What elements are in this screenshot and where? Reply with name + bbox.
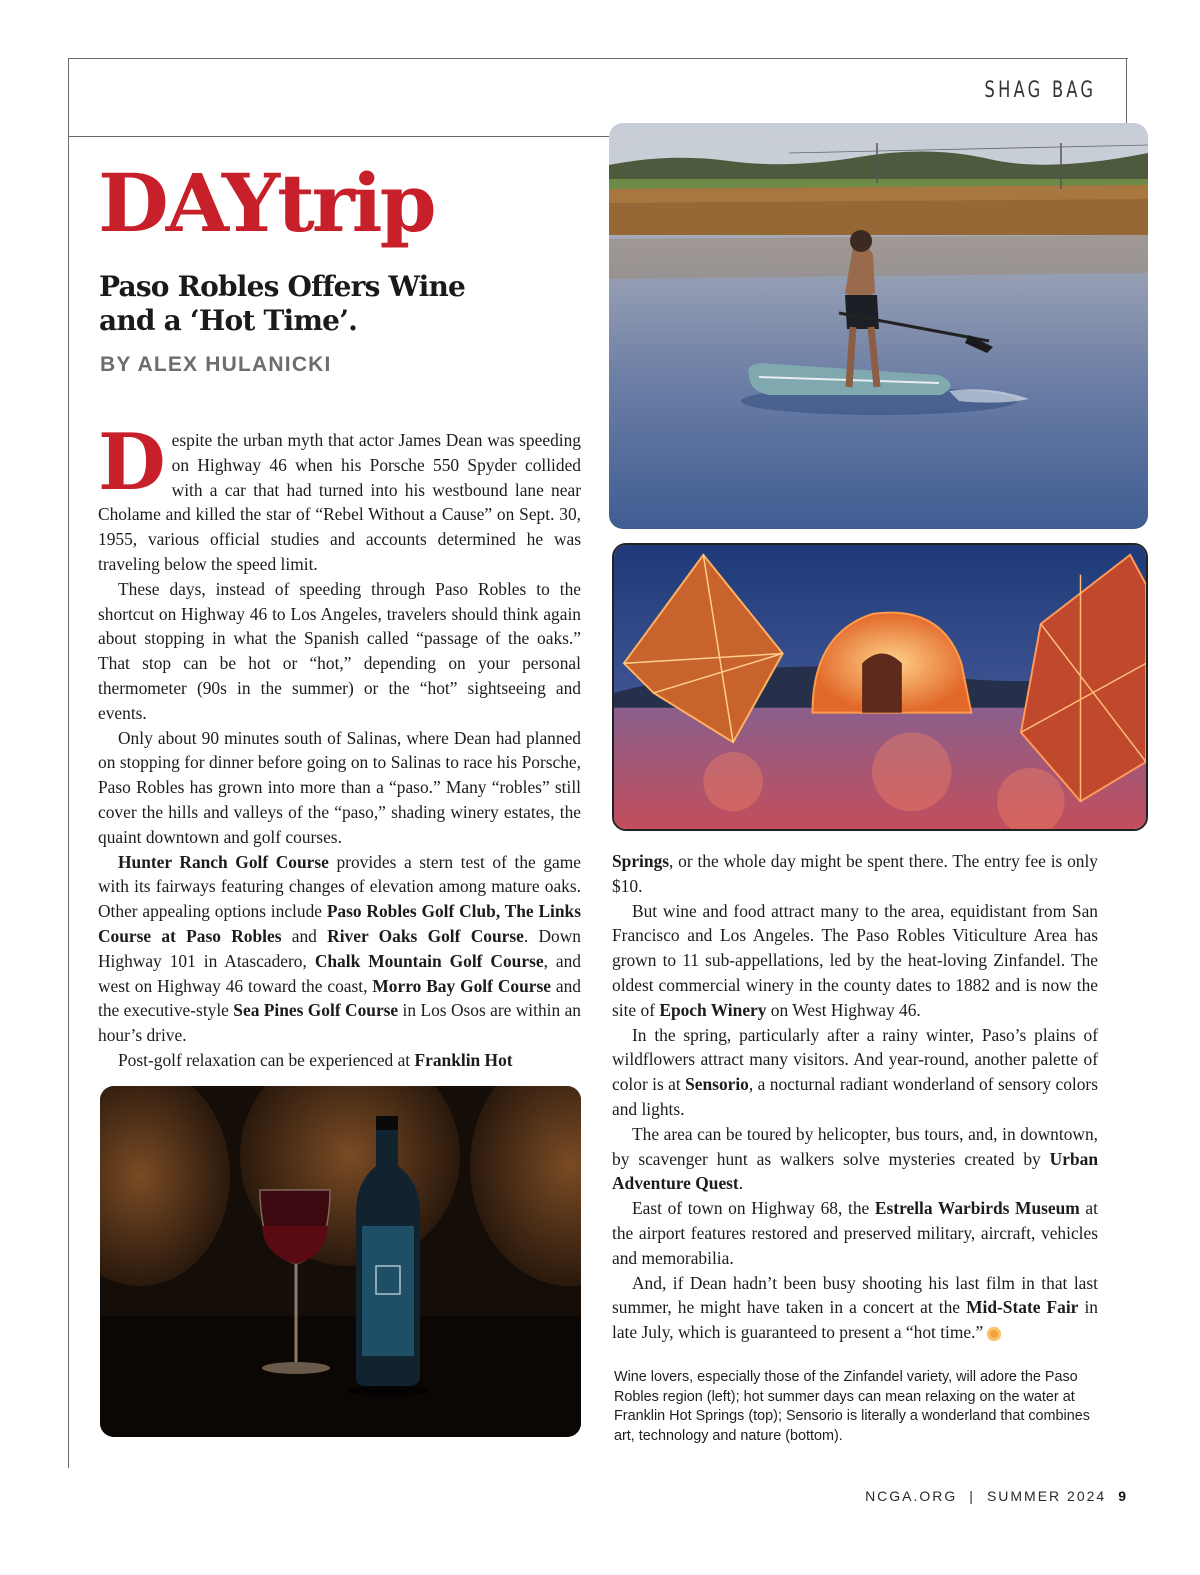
article-subtitle: Paso Robles Offers Wine and a ‘Hot Time’. xyxy=(99,270,466,337)
paddleboard-illustration xyxy=(609,123,1148,529)
text-run: , or the whole day might be spent there. The entry fee is only $10. xyxy=(612,851,1098,896)
sensorio-illustration xyxy=(614,545,1146,829)
course-morro-bay: Morro Bay Golf Course xyxy=(372,975,551,996)
article-column-left xyxy=(98,417,582,1073)
frame-top-rule xyxy=(68,58,1128,59)
text-run: in Los Osos are within an hour’s drive. xyxy=(98,1000,582,1046)
photo-wine-bottle-glass xyxy=(100,1086,581,1437)
text-run: , and west on Highway 46 toward the coast, xyxy=(98,950,581,996)
page-footer xyxy=(865,1488,1128,1504)
sensorio: Sensorio xyxy=(685,1074,749,1095)
text-run: East of town on Highway 68, the xyxy=(632,1198,875,1219)
text-run: on West Highway 46. xyxy=(766,999,921,1020)
article-column-right xyxy=(612,849,1098,1345)
paragraph-8 xyxy=(612,1023,1098,1122)
course-hunter-ranch: Hunter Ranch Golf Course xyxy=(118,851,329,872)
epoch-winery: Epoch Winery xyxy=(659,999,767,1020)
text-run: Post-golf relaxation can be experienced at xyxy=(118,1049,415,1070)
photo-caption: Wine lovers, especially those of the Zinfandel variety, will adore the Paso Robles region (left); hot summer days can mean relaxing on the water at Franklin Hot Springs (top); Sensorio is literally a wonderland that combines art, technology and nature (bottom). xyxy=(614,1369,1090,1444)
text-run: and xyxy=(281,925,328,946)
article-byline: BY ALEX HULANICKI xyxy=(100,353,332,376)
footer-issue: SUMMER 2024 xyxy=(986,1488,1107,1504)
text-run: in late July, which is guaranteed to present a “hot time.” xyxy=(612,1297,1099,1343)
urban-adventure-quest: Urban Adventure Quest xyxy=(612,1148,1098,1194)
text-run: The area can be toured by helicopter, bus tours, and, in downtown, by scavenger hunt as walkers solve mysteries created by xyxy=(612,1123,1098,1169)
wine-illustration xyxy=(100,1086,581,1437)
franklin-hot-springs: Franklin Hot xyxy=(414,1049,513,1070)
text-run: . xyxy=(738,1173,744,1194)
course-chalk-mountain: Chalk Mountain Golf Course xyxy=(314,950,544,971)
frame-title-rule xyxy=(68,136,610,137)
text-run: And, if Dean hadn’t been busy shooting his last film in that last summer, he might have taken in a concert at the xyxy=(612,1272,1098,1318)
text-run: In the spring, particularly after a rainy winter, Paso’s plains of wildflowers attract many visitors. And year-round, another palette of color is at xyxy=(612,1024,1098,1095)
frame-left-rule xyxy=(68,58,69,1468)
mid-state-fair: Mid-State Fair xyxy=(966,1297,1079,1318)
paragraph-7 xyxy=(612,899,1098,1023)
frame-right-rule xyxy=(1126,58,1127,124)
drop-cap: D xyxy=(98,417,166,508)
estrella-warbirds-museum: Estrella Warbirds Museum xyxy=(874,1198,1080,1219)
section-label: SHAG BAG xyxy=(984,78,1096,103)
photo-sensorio-lights xyxy=(612,543,1148,831)
paragraph-1 xyxy=(98,417,581,577)
course-paso-robles: Paso Robles Golf Club, The Links Course at Paso Robles xyxy=(98,901,581,946)
text-run: at the airport features restored and preserved military, aircraft, vehicles and memorabilia. xyxy=(612,1198,1098,1268)
paragraph-11 xyxy=(612,1271,1098,1345)
paragraph-5 xyxy=(98,1048,581,1073)
text-run: and the executive-style xyxy=(98,975,581,1021)
text-run: But wine and food attract many to the area, equidistant from San Francisco and Los Angeles. The Paso Robles Viticulture Area has grown to 11 sub-appellations, led by the heat-loving Zinfandel. The oldest commercial winery in the county dates to 1882 and is now the site of xyxy=(612,900,1098,1020)
footer-site: NCGA.ORG xyxy=(865,1488,958,1504)
course-river-oaks: River Oaks Golf Course xyxy=(327,925,524,946)
text-run: provides a stern test of the game with its fairways featuring changes of elevation among mature oaks. Other appealing options include xyxy=(98,851,582,922)
paragraph-6 xyxy=(612,849,1098,899)
paragraph-1-text: espite the urban myth that actor James Dean was speeding on Highway 46 when his Porsche 550 Spyder collided with a car that had turned into his westbound lane near Cholame and killed the star of “Rebel Without a Cause” on Sept. 30, 1955, various official studies and accounts determined he was traveling below the speed limit. xyxy=(98,430,581,574)
photo-paddleboard-lake xyxy=(609,123,1148,529)
paragraph-3: Only about 90 minutes south of Salinas, where Dean had planned on stopping for dinner before going on to Salinas to race his Porsche, Paso Robles has grown into more than a “paso.” Many “robles” still cover the hills and valleys of the “paso,” shading winery estates, the quaint downtown and golf courses. xyxy=(98,727,581,847)
article-title: DAYtrip xyxy=(98,156,434,250)
text-run: , a nocturnal radiant wonderland of sensory colors and lights. xyxy=(612,1074,1098,1119)
ncga-sunburst-icon xyxy=(987,1327,1001,1341)
course-sea-pines: Sea Pines Golf Course xyxy=(233,1000,399,1021)
franklin-hot-springs-cont: Springs xyxy=(612,851,670,871)
footer-separator: | xyxy=(969,1488,975,1504)
paragraph-4 xyxy=(98,850,581,1048)
paragraph-2: These days, instead of speeding through Paso Robles to the shortcut on Highway 46 to Los Angeles, travelers should think again about stopping in what the Spanish called “passage of the oaks.” That stop can be hot or “hot,” depending on your personal thermometer (90s in the summer) or the “hot” sightseeing and events. xyxy=(98,578,581,723)
page-number: 9 xyxy=(1118,1488,1128,1504)
paragraph-9 xyxy=(612,1122,1098,1196)
text-run: . Down Highway 101 in Atascadero, xyxy=(98,925,581,971)
paragraph-10 xyxy=(612,1196,1098,1270)
